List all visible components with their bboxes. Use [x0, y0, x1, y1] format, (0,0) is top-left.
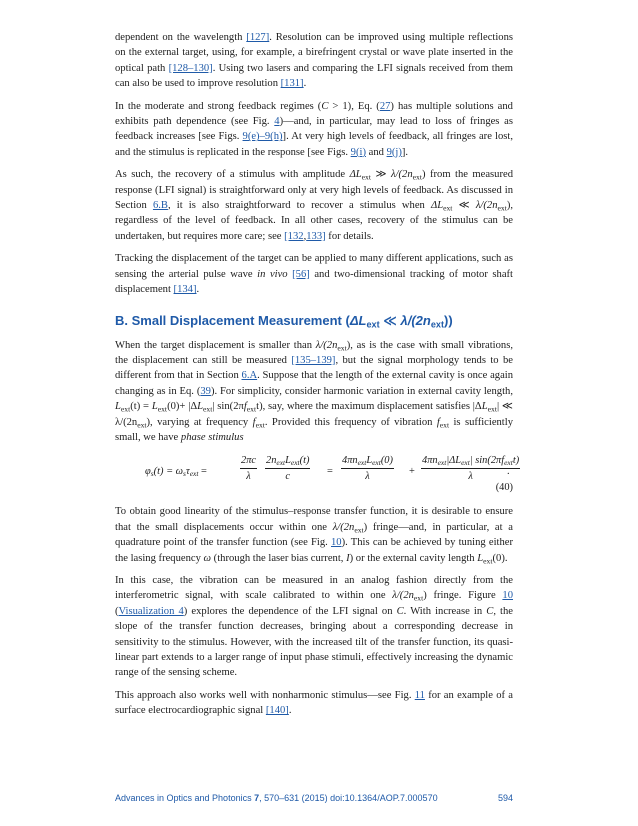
paragraph-5: When the target displacement is smaller than $\lambda/(2n_{ext})$, as is the case with small vibrations, the displacement can still be measured [135–139], but the signal morphology tends to be different from that in Section 6.A. Suppose that the length of the external cavity is once again changing as in Eq. (39). For simplicity, consider harmonic variation in external cavity length, $L_{ext}(t) = L_{ext}(0)+ |\Delta L_{ext}|$ $\sin(2\pi f_{ext}t)$, say, where the maximum displacement satisfies $|\Delta L_{ext}|$ ≪ $\lambda/(2n_{ext})$, varying at frequency $f_{ext}$. Provided this frequency of vibration $f_{ext}$ is sufficiently small, we have phase stimulus: [115, 339, 514, 443]
citation-link[interactable]: [132: [284, 230, 304, 242]
figure-link[interactable]: 9(j): [386, 146, 402, 158]
page-footer: [115, 793, 513, 803]
journal-name: Advances in Optics and Photonics: [115, 793, 255, 803]
paragraph-3: As such, the recovery of a stimulus with amplitude $\Delta L_{ext}$ ≫ $\lambda/(2n_{ext})$ from the measured response (LFI signal) is straightforward only at very high levels of feedback. As discussed in Section 6.B, it is also straightforward to recover a stimulus when $\Delta L_{ext}$ ≪ $\lambda/(2n_{ext})$, regardless of the level of feedback. In all other cases, recovery of the stimulus can be undertaken, but requires more care; see [132,133] for details.: [115, 169, 514, 242]
figure-link[interactable]: 11: [414, 689, 425, 701]
citation-link[interactable]: [134]: [173, 284, 197, 296]
citation-link[interactable]: [140]: [265, 705, 289, 717]
section-link[interactable]: 6.A: [241, 370, 258, 382]
figure-link[interactable]: 4: [274, 116, 280, 128]
fraction-1: $\frac{2\pi c}{\lambda}$: [241, 455, 257, 483]
paragraph-1: dependent on the wavelength [127]. Resolution can be improved using multiple reflections on the external target, using, for example, a birefringent crystal or wave plate inserted in the optical path [128–130]. Using two lasers and comparing the LFI signals received from them can also be used to improve resolution [131].: [115, 32, 514, 90]
fraction-4: $4\pi n_{ext}|\Delta L_{ext}|$ $\sin(2\pi f_{ext}t)$ λ: [422, 455, 520, 483]
fraction-2: $2n_{ext}L_{ext}(t)$ c: [266, 455, 310, 483]
figure-link[interactable]: 10: [331, 537, 342, 549]
article-body: [115, 30, 520, 726]
citation-link[interactable]: [135–139]: [291, 354, 336, 366]
equation-40: [115, 452, 520, 498]
citation-link[interactable]: 133]: [306, 230, 326, 242]
paragraph-2: In the moderate and strong feedback regimes (C > 1), Eq. (27) has multiple solutions and exhibits path dependence (see Fig. 4)—and, in particular, may lead to loss of fringes as feedback increases [see Figs. 9(e)–9(h)]. At very high levels of feedback, all fringes are lost, and the stimulus is replicated in the response [see Figs. 9(i) and 9(j)].: [115, 100, 513, 158]
journal-volume: 7: [254, 793, 260, 803]
journal-citation: , 570–631 (2015) doi:10.1364/AOP.7.000570: [259, 793, 438, 803]
citation-link[interactable]: [127]: [246, 32, 270, 43]
section-heading: B. Small Displacement Measurement ($\Delta L_{ext}$ ≪ $\lambda/(2n_{ext})$): [115, 312, 453, 330]
paragraph-8: This approach also works well with nonharmonic stimulus—see Fig. 11 for an example of a surface electrocardiographic signal [140].: [115, 689, 513, 717]
equation-period: .: [507, 466, 510, 478]
paragraph-4: Tracking the displacement of the target can be applied to many different applications, such as sensing the arterial pulse wave in vivo [56] and two-dimensional tracking of motor shaft displacement [134].: [115, 253, 513, 296]
figure-link[interactable]: 9(i): [350, 146, 366, 158]
plus-sign: +: [409, 466, 415, 478]
citation-link[interactable]: [56]: [292, 268, 310, 280]
page-number: 594: [497, 793, 513, 803]
paragraph-7: In this case, the vibration can be measured in an analog fashion directly from the interferometric signal, with scale calibrated to within one $\lambda/(2n_{ext})$ fringe. Figure 10 (Visualization 4) explores the dependence of the LFI signal on C. With increase in C, the slope of the transfer function decreases, bringing about a corresponding decrease in sensitivity to the stimulus. However, with the increased tilt of the transfer function, its quasi-linear part extends to a larger range of input phase stimuli, effectively increasing the dynamic range of the sensing scheme.: [115, 574, 514, 679]
paragraph-6: To obtain good linearity of the stimulus–response transfer function, it is desirable to ensure that the small displacements occur within one $\lambda/(2n_{ext})$ fringe—and, in particular, at a quadrature point of the transfer function (see Fig. 10). This can be achieved by tuning either the lasing frequency ω (through the laser bias current, I) or the external cavity length $L_{ext}(0)$.: [115, 506, 513, 565]
figure-link[interactable]: 9(e)–9(h): [242, 131, 283, 143]
section-link[interactable]: 6.B: [152, 200, 168, 212]
fraction-3: $4\pi n_{ext}L_{ext}(0)$ λ: [342, 455, 393, 483]
figure-link[interactable]: 10: [502, 590, 513, 602]
citation-link[interactable]: [128–130]: [168, 62, 213, 74]
equation-link[interactable]: 27: [379, 100, 391, 112]
citation-link[interactable]: [131]: [280, 78, 304, 90]
equation-number: (40): [495, 482, 513, 494]
equation-lhs: $\varphi_s(t) = \omega_s\tau_{ext}$ =: [145, 466, 207, 479]
visualization-link[interactable]: Visualization 4: [118, 605, 184, 617]
equation-link[interactable]: 39: [200, 385, 211, 397]
equals-sign: =: [327, 466, 333, 478]
